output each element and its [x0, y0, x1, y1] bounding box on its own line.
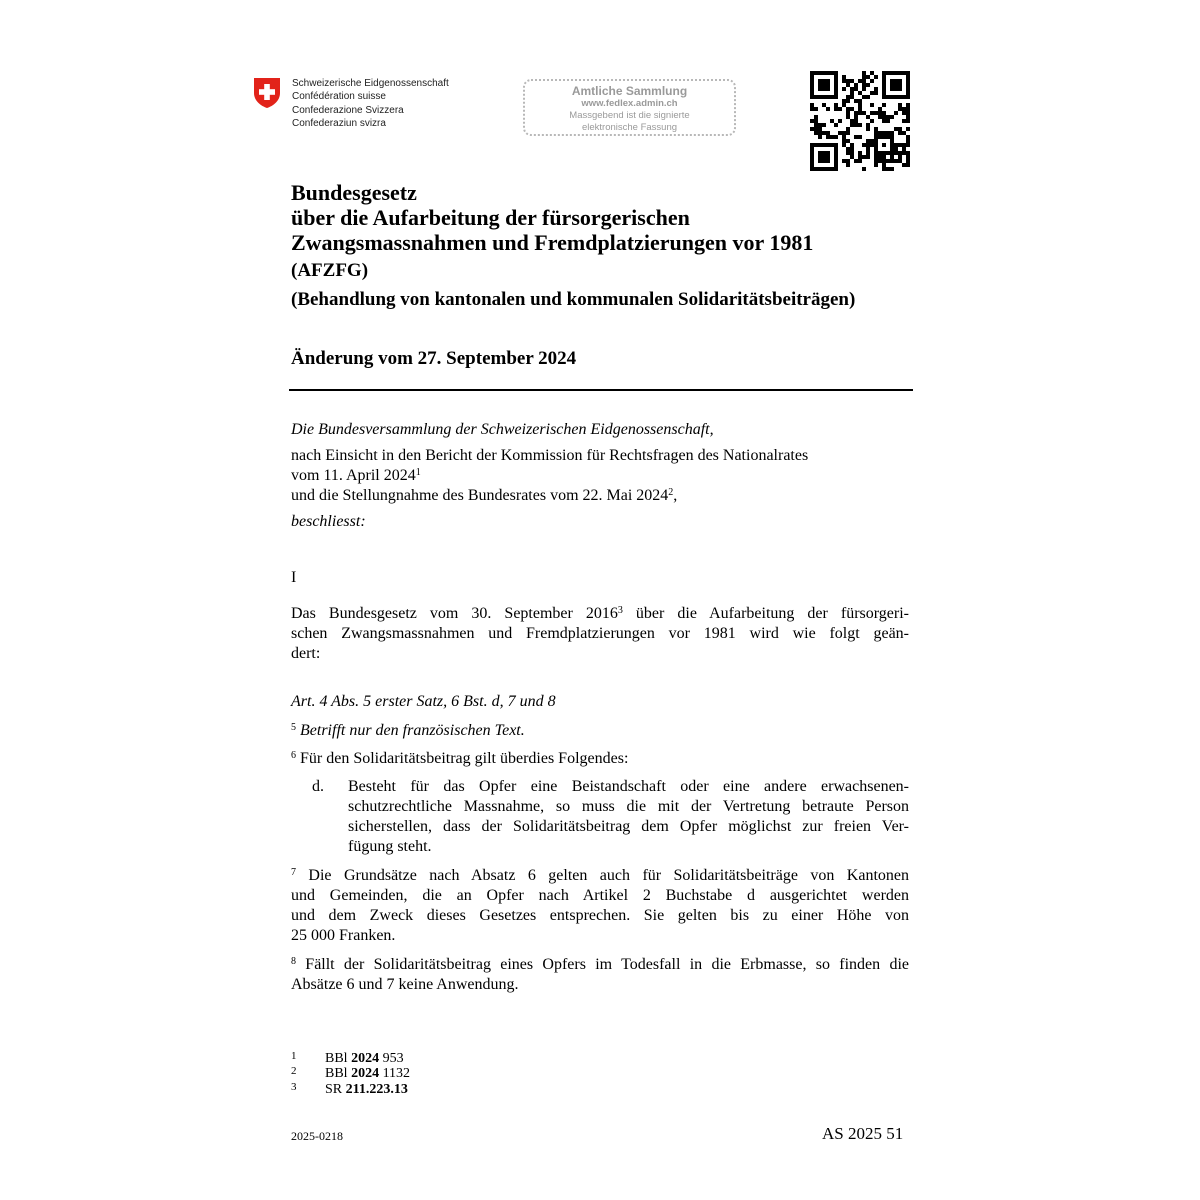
- stamp-note-line1: Massgebend ist die signierte: [569, 110, 690, 121]
- footnote-ref-3: 3: [617, 605, 623, 616]
- title-abbreviation: (AFZFG): [291, 260, 369, 281]
- paragraph-5: [291, 721, 525, 741]
- confederation-name-fr: Confédération suisse: [292, 91, 386, 103]
- list-item-d-line-1: Besteht für das Opfer eine Beistandschaft oder eine andere erwachsenen-: [348, 778, 909, 795]
- footnote-ref-2: 2: [668, 487, 674, 498]
- paragraph-7-line-1-text: Die Grundsätze nach Absatz 6 gelten auch für Solidaritätsbeiträge von Kantonen: [296, 867, 909, 884]
- list-item-d-line-4: fügung steht.: [348, 838, 432, 855]
- preamble-line-1: nach Einsicht in den Bericht der Kommission für Rechtsfragen des Nationalrates: [291, 447, 809, 464]
- list-item-d-line-3: sicherstellen, dass der Solidaritätsbeitrag dem Opfer möglichst zur freien Ver-: [348, 818, 909, 835]
- amendment-intro-text-b: über die Aufarbeitung der fürsorgeri-: [622, 605, 909, 622]
- preamble-decides: beschliesst:: [291, 513, 366, 530]
- document-id: 2025-0218: [291, 1129, 343, 1143]
- paragraph-5-text: Betrifft nur den französischen Text.: [296, 722, 525, 739]
- title-divider: [289, 389, 913, 391]
- paragraph-8-line-1-text: Fällt der Solidaritätsbeitrag eines Opfers im Todesfall in die Erbmasse, so finden die: [296, 956, 909, 973]
- amendment-intro-line-3: dert:: [291, 645, 321, 662]
- footnote-1-prefix: BBl: [325, 1051, 352, 1066]
- paragraph-7-line-3: und dem Zweck dieses Gesetzes entsprechen. Sie gelten bis zu einer Höhe von: [291, 907, 909, 924]
- paragraph-8: [291, 955, 909, 995]
- section-number: I: [291, 569, 297, 586]
- footnote-3-number: 3: [291, 1081, 297, 1093]
- footnote-2-page: 1132: [379, 1066, 411, 1081]
- footnote-3-prefix: SR: [325, 1082, 346, 1097]
- page-title: [291, 180, 813, 255]
- paragraph-5-number: 5: [291, 722, 296, 733]
- preamble-line-2: [291, 466, 421, 486]
- amendment-date: Änderung vom 27. September 2024: [291, 348, 577, 369]
- preamble-line-3: [291, 486, 677, 506]
- preamble-intro: Die Bundesversammlung der Schweizerischen Eidgenossenschaft,: [291, 421, 714, 438]
- title-subtitle: (Behandlung von kantonalen und kommunalen Solidaritätsbeiträgen): [291, 289, 856, 310]
- article-heading: Art. 4 Abs. 5 erster Satz, 6 Bst. d, 7 und 8: [291, 693, 556, 710]
- footnote-ref-1: 1: [415, 467, 421, 478]
- paragraph-7-line-2: und Gemeinden, die an Opfer nach Artikel 2 Buchstabe d ausgerichtet werden: [291, 887, 909, 904]
- preamble-line-2-text: vom 11. April 2024: [291, 467, 416, 484]
- footnote-2-prefix: BBl: [325, 1066, 352, 1081]
- amendment-intro: [291, 604, 909, 664]
- amendment-intro-line-1: [291, 604, 909, 624]
- title-line-3: Zwangsmassnahmen und Fremdplatzierungen vor 1981: [291, 230, 814, 255]
- paragraph-8-line-2: Absätze 6 und 7 keine Anwendung.: [291, 976, 519, 993]
- paragraph-7: [291, 866, 909, 946]
- footnote-3: [291, 1080, 408, 1097]
- paragraph-8-line-1: [291, 955, 909, 975]
- confederation-names: [292, 77, 449, 131]
- paragraph-6-text: Für den Solidaritätsbeitrag gilt überdies Folgendes:: [296, 750, 629, 767]
- confederation-name-de: Schweizerische Eidgenossenschaft: [292, 78, 449, 89]
- footnote-3-sr: 211.223.13: [345, 1082, 408, 1097]
- confederation-name-rm: Confederaziun svizra: [292, 118, 386, 130]
- title-line-2: über die Aufarbeitung der fürsorgerischen: [291, 205, 690, 230]
- preamble-line-3-end: ,: [673, 487, 678, 504]
- amendment-intro-text-a: Das Bundesgesetz vom 30. September 2016: [291, 605, 618, 622]
- paragraph-8-number: 8: [291, 956, 296, 967]
- stamp-note-line2: elektronische Fassung: [581, 122, 678, 133]
- footnote-2: [291, 1064, 410, 1081]
- list-item-label-d: d.: [312, 778, 324, 795]
- official-collection-number: AS 2025 51: [822, 1124, 904, 1143]
- amendment-intro-line-2: schen Zwangsmassnahmen und Fremdplatzierungen vor 1981 wird wie folgt geän-: [291, 625, 909, 642]
- qr-code-icon: [810, 71, 910, 171]
- paragraph-6: [291, 749, 628, 769]
- swiss-coat-of-arms-icon: [253, 77, 281, 109]
- stamp-url: www.fedlex.admin.ch: [581, 98, 678, 109]
- footnote-1-number: 1: [291, 1050, 297, 1062]
- stamp-title: Amtliche Sammlung: [571, 84, 688, 98]
- footnote-2-number: 2: [291, 1065, 297, 1077]
- paragraph-7-line-1: [291, 866, 909, 886]
- official-collection-stamp: [523, 79, 736, 136]
- footnote-1-page: 953: [379, 1051, 404, 1066]
- paragraph-7-number: 7: [291, 867, 296, 878]
- paragraph-6-number: 6: [291, 750, 296, 761]
- title-line-1: Bundesgesetz: [291, 180, 417, 205]
- list-item-d: [348, 777, 909, 857]
- footnote-2-year: 2024: [351, 1066, 380, 1081]
- footnote-1-year: 2024: [351, 1051, 380, 1066]
- confederation-name-it: Confederazione Svizzera: [292, 104, 404, 116]
- preamble-line-3-text: und die Stellungnahme des Bundesrates vom 22. Mai 2024: [291, 487, 669, 504]
- paragraph-7-line-4: 25 000 Franken.: [291, 927, 396, 944]
- list-item-d-line-2: schutzrechtliche Massnahme, so muss die mit der Vertretung betraute Person: [348, 798, 909, 815]
